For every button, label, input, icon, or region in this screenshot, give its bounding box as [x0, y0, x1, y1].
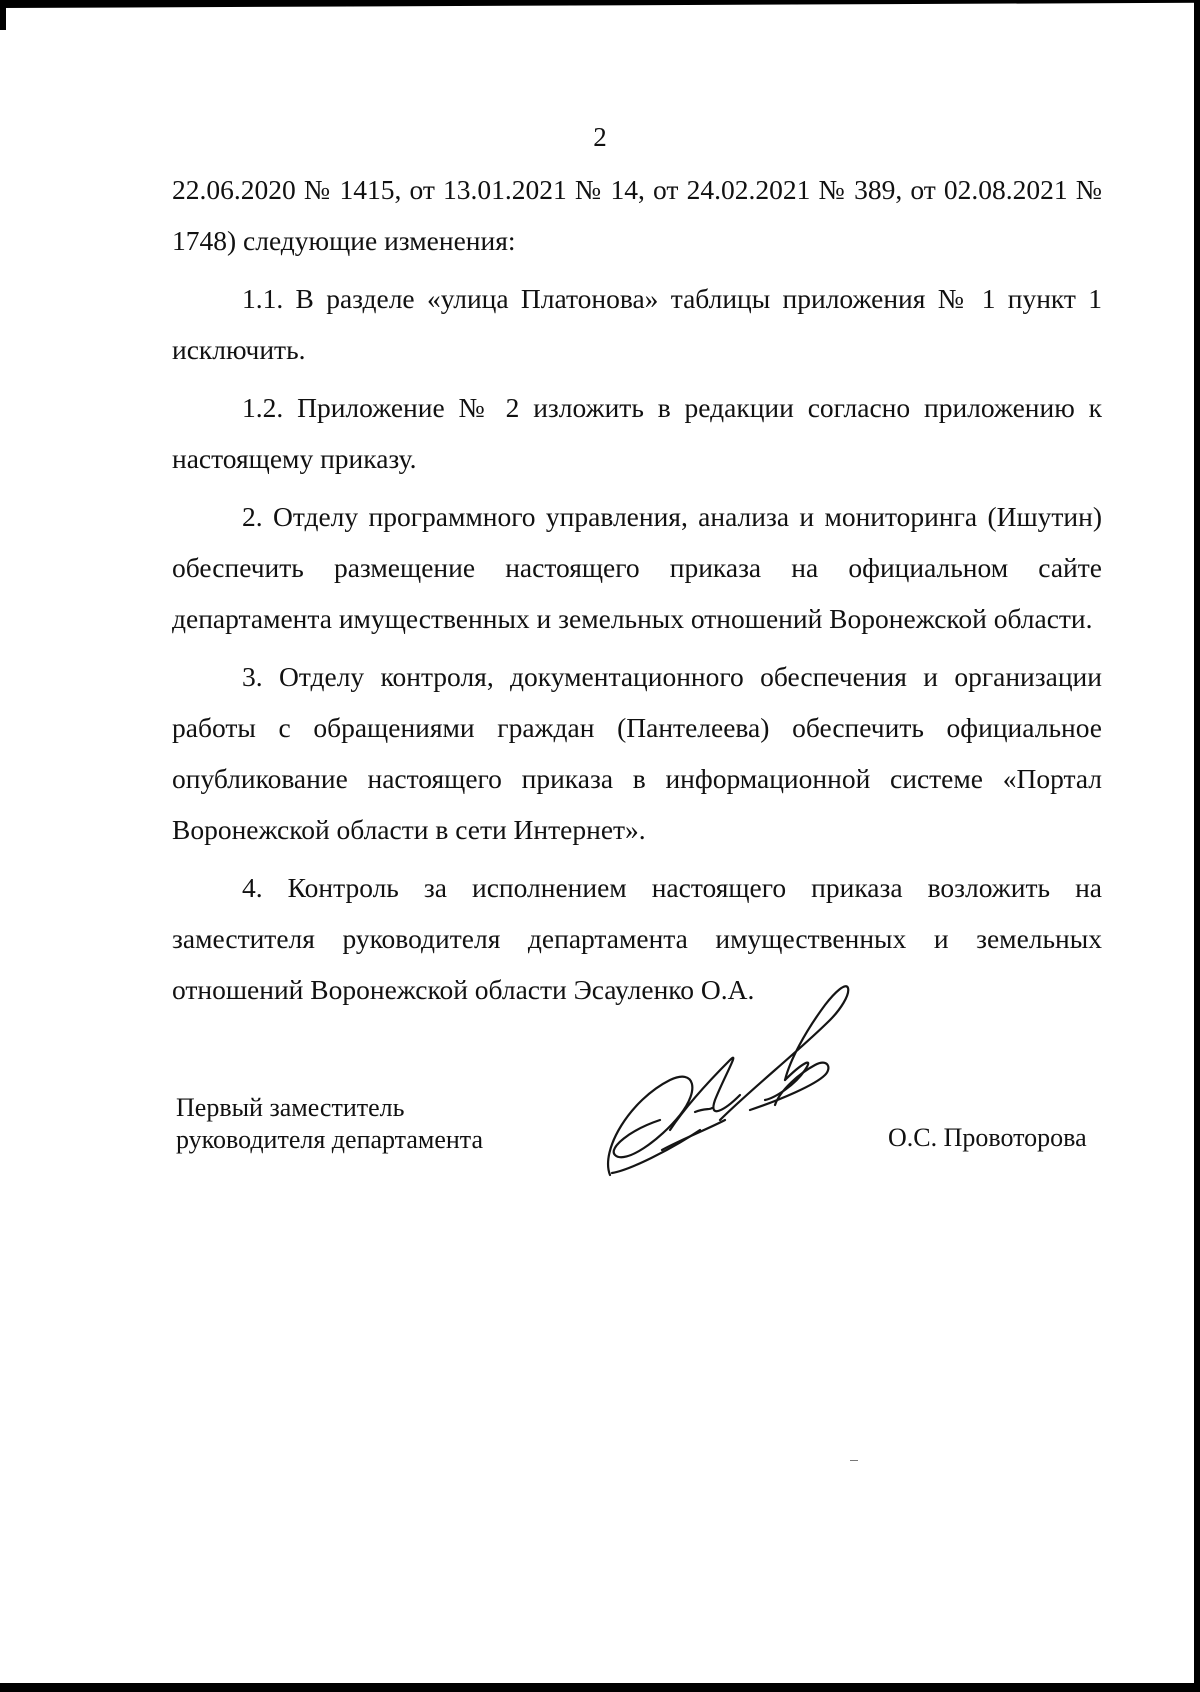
scan-edge-top — [0, 0, 1200, 8]
paragraph-continuation: 22.06.2020 № 1415, от 13.01.2021 № 14, от 24.02.2021 № 389, от 02.08.2021 № 1748) следующие изменения: — [172, 174, 1102, 256]
paragraph-3: 3. Отделу контроля, документационного обеспечения и организации работы с обращениями граждан (Пантелеева) обеспечить официальное опубликование настоящего приказа в информационной системе «Портал Воронежской области в сети Интернет». — [172, 661, 1102, 845]
scan-edge-left — [0, 0, 6, 30]
scan-speck — [850, 1460, 858, 1461]
signatory-position — [176, 1092, 483, 1156]
signatory-position-line2: руководителя департамента — [176, 1125, 484, 1154]
paragraph-1-2: 1.2. Приложение № 2 изложить в редакции согласно приложению к настоящему приказу. — [172, 392, 1102, 474]
document-body — [172, 164, 1102, 1022]
paragraph-2: 2. Отделу программного управления, анализа и мониторинга (Ишутин) обеспечить размещение настоящего приказа на официальном сайте департамента имущественных и земельных отношений Воронежской области. — [172, 501, 1102, 634]
scan-edge-bottom — [0, 1683, 1200, 1692]
handwritten-signature — [600, 980, 900, 1180]
paragraph-4: 4. Контроль за исполнением настоящего приказа возложить на заместителя руководителя департамента имущественных и земельных отношений Воронежской области Эсауленко О.А. — [172, 872, 1102, 1005]
signatory-name: О.С. Провоторова — [888, 1123, 1087, 1152]
page-number: 2 — [593, 122, 607, 152]
scan-edge-right — [1194, 0, 1200, 1692]
signatory-position-line1: Первый заместитель — [176, 1093, 405, 1122]
paragraph-1-1: 1.1. В разделе «улица Платонова» таблицы приложения № 1 пункт 1 исключить. — [172, 283, 1102, 365]
